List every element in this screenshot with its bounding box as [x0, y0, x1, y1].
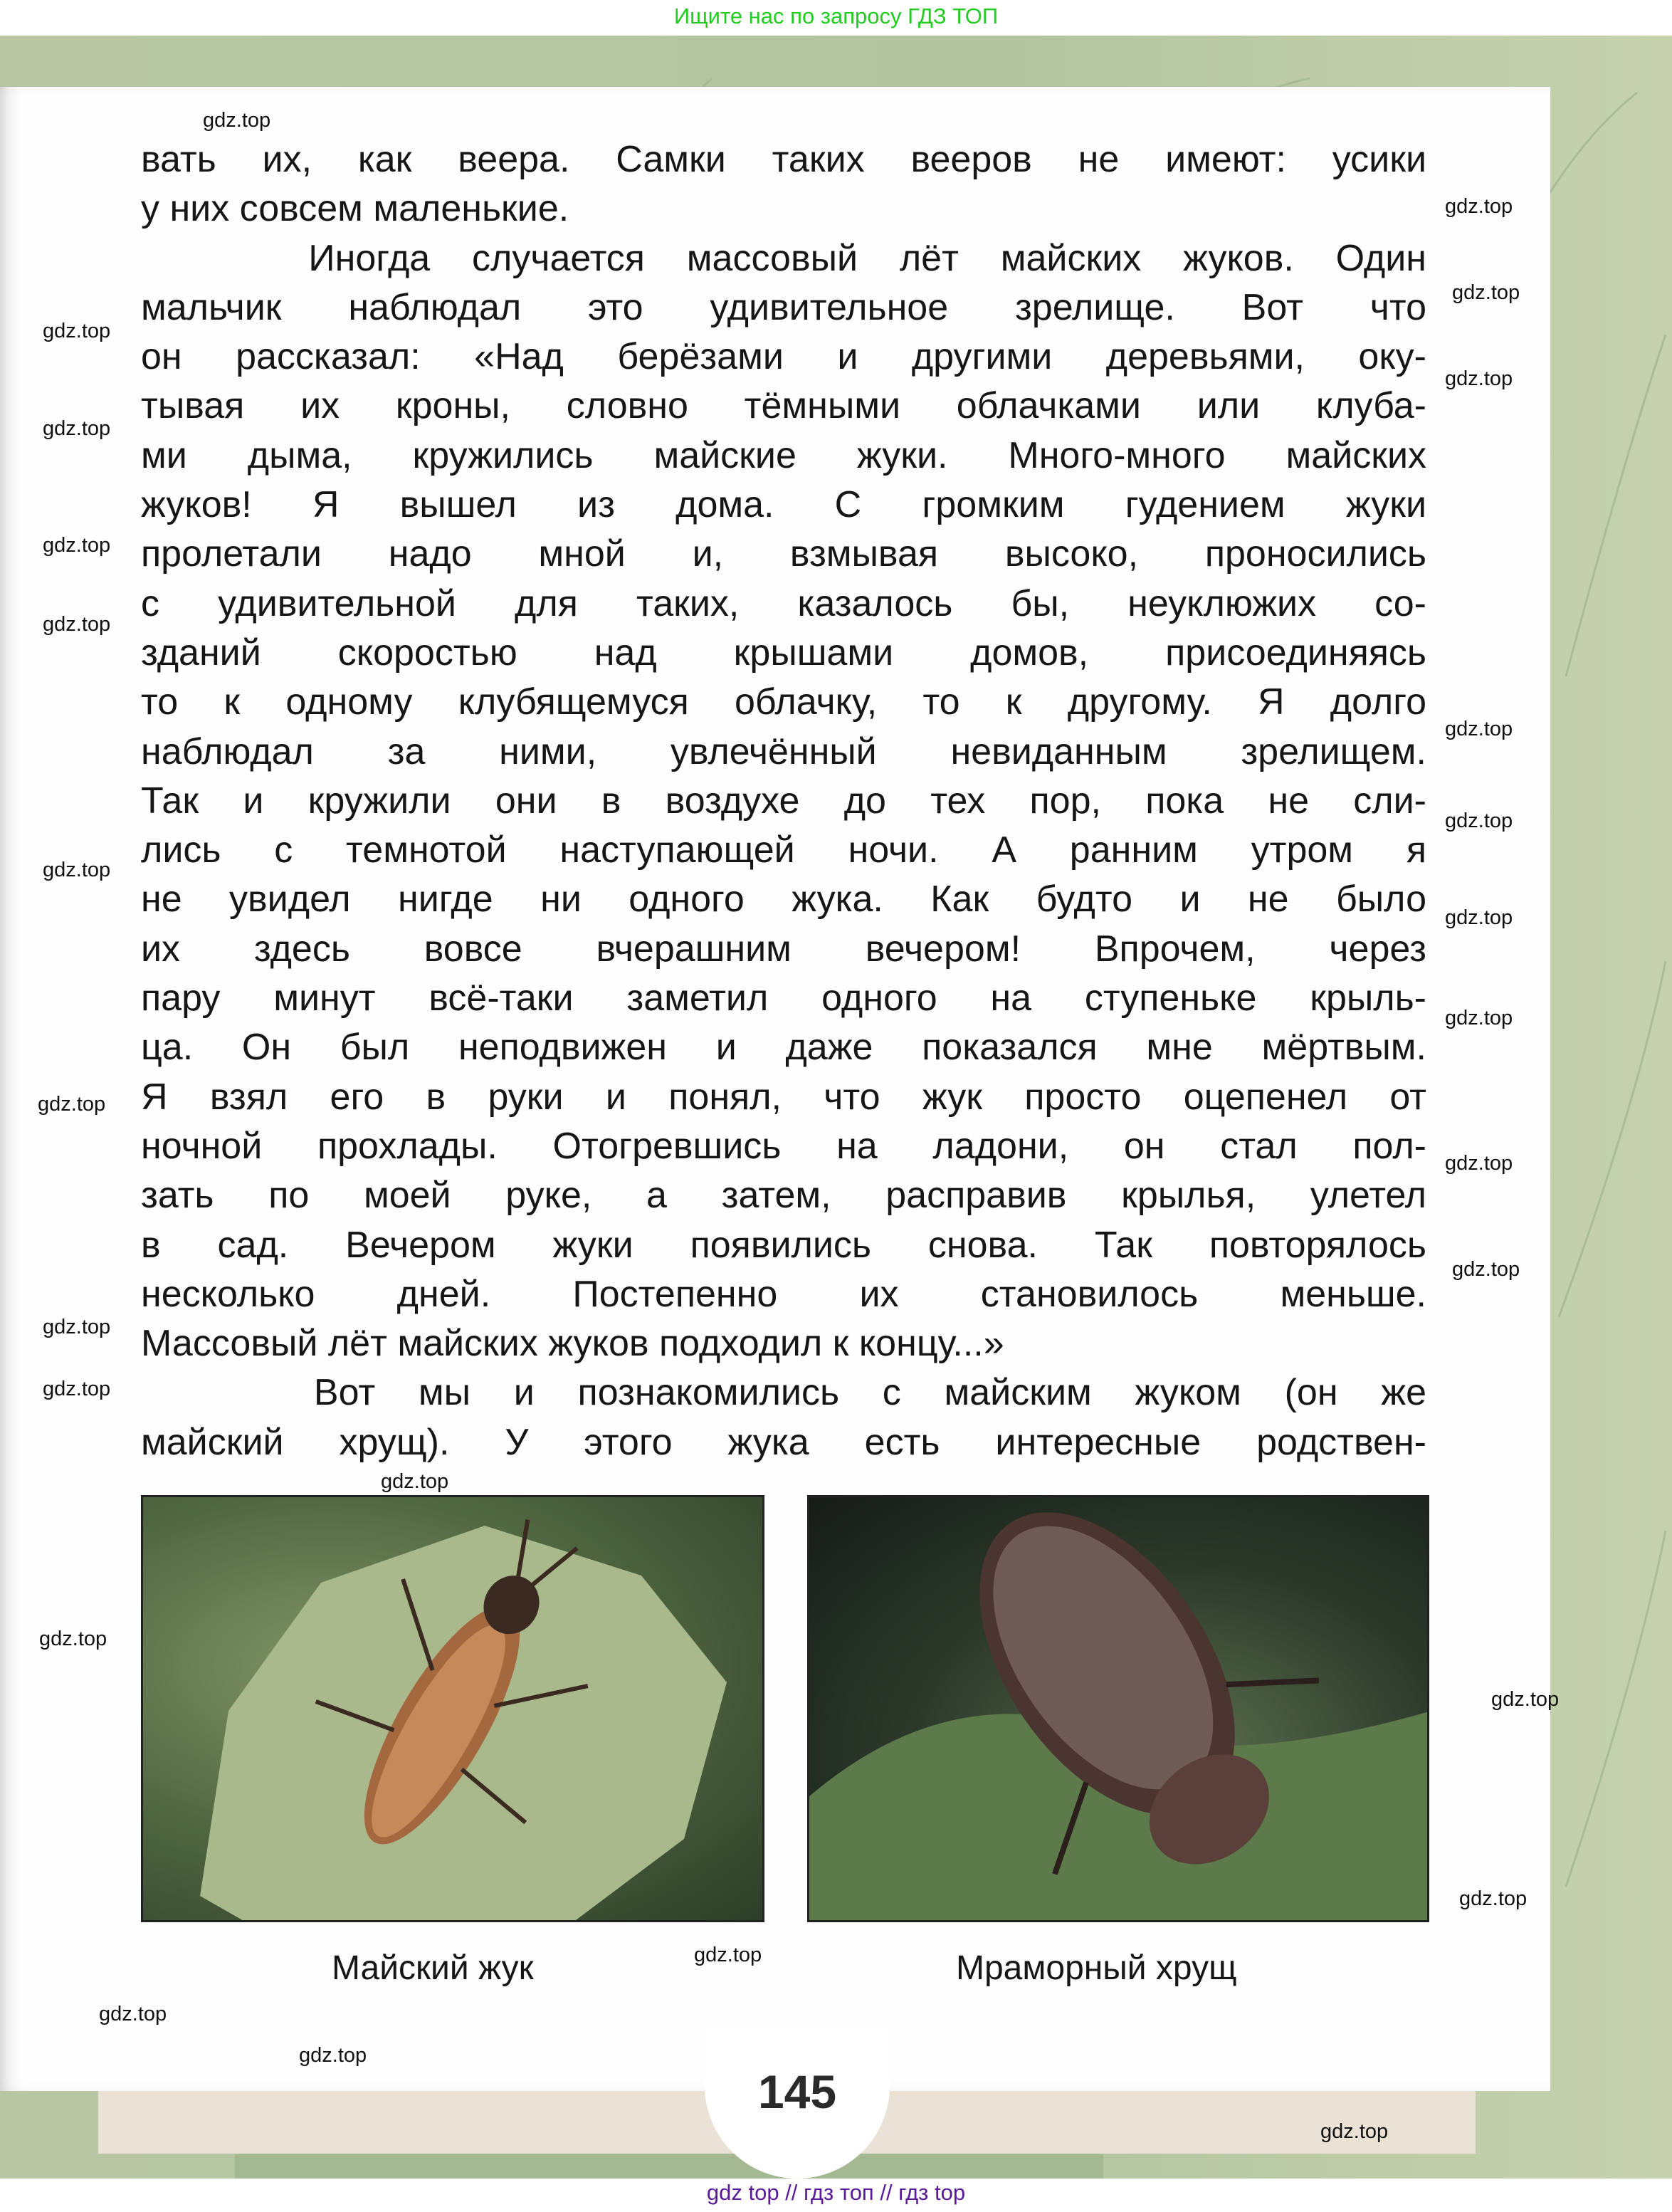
text-line: с удивительной для таких, казалось бы, неуклюжих со- — [141, 582, 1426, 624]
text-line: пролетали надо мной и, взмывая высоко, проносились — [141, 533, 1426, 575]
watermark: gdz.top — [1445, 718, 1513, 740]
text-line: жуков! Я вышел из дома. С громким гудением жуки — [141, 484, 1426, 526]
text-line: у них совсем маленькие. — [141, 188, 569, 230]
text-line: пару минут всё-таки заметил одного на ступеньке крыль- — [141, 977, 1426, 1019]
watermark: gdz.top — [1459, 1887, 1528, 1910]
text-line: он рассказал: «Над берёзами и другими деревьями, оку- — [141, 336, 1426, 378]
text-line: тывая их кроны, словно тёмными облачками или клуба- — [141, 385, 1426, 427]
text-line: несколько дней. Постепенно их становилось меньше. — [141, 1273, 1426, 1315]
watermark: gdz.top — [203, 109, 271, 132]
text-line: Массовый лёт майских жуков подходил к концу...» — [141, 1323, 1004, 1365]
watermark: gdz.top — [43, 1316, 111, 1338]
footer-links: gdz top // гдз топ // гдз top — [0, 2179, 1672, 2212]
text-line: ночной прохлады. Отогревшись на ладони, он стал пол- — [141, 1125, 1426, 1167]
watermark: gdz.top — [43, 417, 111, 440]
watermark: gdz.top — [1445, 906, 1513, 929]
text-line: их здесь вовсе вчерашним вечером! Впрочем, через — [141, 928, 1426, 970]
watermark: gdz.top — [299, 2044, 367, 2067]
text-line: в сад. Вечером жуки появились снова. Так повторялось — [141, 1224, 1426, 1266]
text-line: Я взял его в руки и понял, что жук просто оцепенел от — [141, 1076, 1426, 1118]
text-line: Вот мы и познакомились с майским жуком (он же — [141, 1372, 1426, 1414]
page-number: 145 — [757, 2065, 837, 2118]
watermark: gdz.top — [43, 320, 111, 342]
watermark: gdz.top — [1445, 1152, 1513, 1175]
text-line: Так и кружили они в воздухе до тех пор, пока не сли- — [141, 780, 1426, 822]
watermark: gdz.top — [1452, 1258, 1520, 1281]
text-line: зданий скоростью над крышами домов, присоединяясь — [141, 631, 1426, 673]
watermark: gdz.top — [1491, 1688, 1560, 1711]
watermark: gdz.top — [1452, 281, 1520, 304]
photo-marbled-chafer — [807, 1495, 1429, 1922]
text-line: вать их, как веера. Самки таких вееров не имеют: усики — [141, 139, 1426, 180]
text-line: лись с темнотой наступающей ночи. А ранним утром я — [141, 829, 1426, 871]
watermark: gdz.top — [381, 1470, 449, 1493]
text-line: не увидел нигде ни одного жука. Как будто и не было — [141, 879, 1426, 921]
bottom-band — [235, 2154, 1103, 2179]
text-line: зать по моей руке, а затем, расправив крылья, улетел — [141, 1175, 1426, 1217]
watermark: gdz.top — [1445, 367, 1513, 390]
text-line: Иногда случается массовый лёт майских жуков. Один — [141, 237, 1426, 279]
text-line: ми дыма, кружились майские жуки. Много-много майских — [141, 434, 1426, 476]
text-line: наблюдал за ними, увлечённый невиданным зрелищем. — [141, 730, 1426, 772]
watermark: gdz.top — [38, 1093, 106, 1116]
watermark: gdz.top — [43, 534, 111, 557]
watermark: gdz.top — [39, 1627, 107, 1650]
body-text — [141, 135, 1426, 1467]
text-line: ца. Он был неподвижен и даже показался мне мёртвым. — [141, 1027, 1426, 1069]
watermark: gdz.top — [1445, 195, 1513, 218]
caption-may-beetle: Майский жук — [332, 1949, 534, 1987]
watermark: gdz.top — [43, 1378, 111, 1400]
watermark: gdz.top — [1320, 2120, 1389, 2143]
caption-marbled-chafer: Мраморный хрущ — [956, 1949, 1237, 1987]
watermark: gdz.top — [43, 859, 111, 881]
watermark: gdz.top — [43, 613, 111, 636]
text-line: майский хрущ). У этого жука есть интересные родствен- — [141, 1421, 1426, 1463]
watermark: gdz.top — [694, 1944, 762, 1966]
text-line: мальчик наблюдал это удивительное зрелище. Вот что — [141, 286, 1426, 328]
watermark: gdz.top — [1445, 809, 1513, 832]
search-banner: Ищите нас по запросу ГДЗ ТОП — [0, 0, 1672, 36]
text-line: то к одному клубящемуся облачку, то к другому. Я долго — [141, 681, 1426, 723]
watermark: gdz.top — [99, 2003, 167, 2025]
photo-may-beetle — [141, 1495, 764, 1922]
watermark: gdz.top — [1445, 1007, 1513, 1029]
